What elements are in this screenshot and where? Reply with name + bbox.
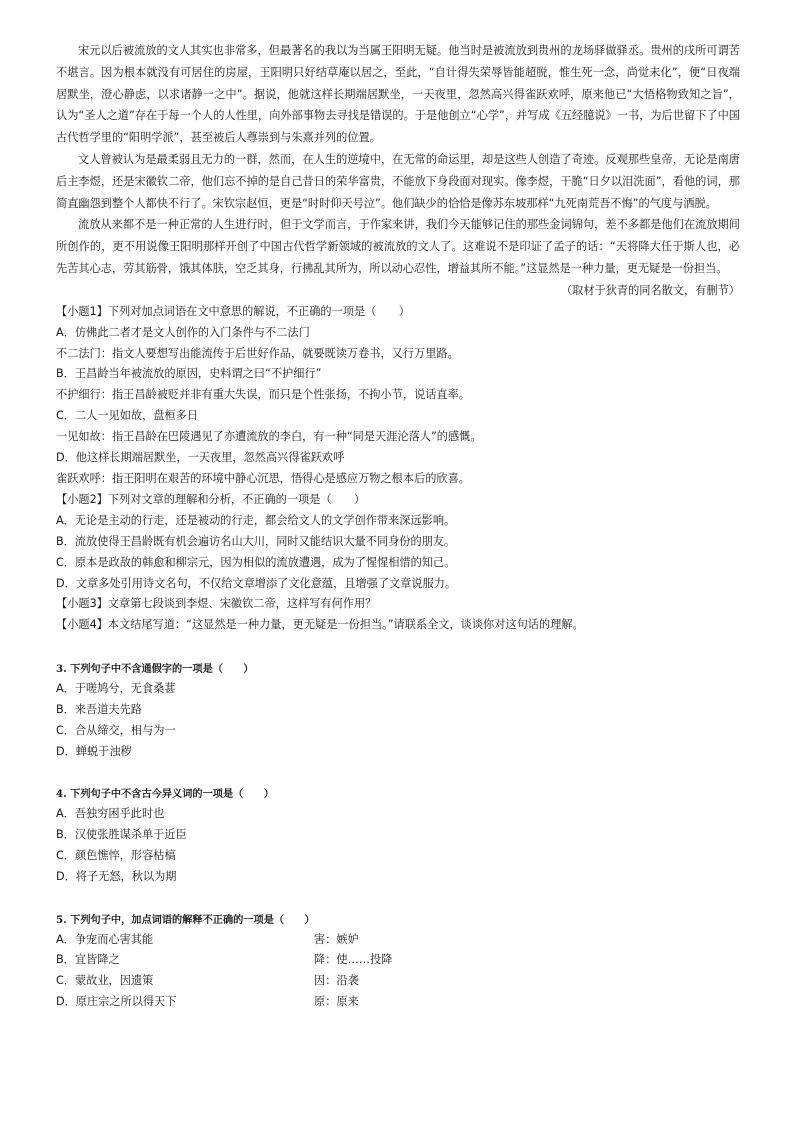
section-3-head: 3. 下列句子中不含通假字的一项是（ ） <box>56 663 254 676</box>
section-4-option-c: C．颜色憔悴，形容枯槁 <box>56 849 176 863</box>
question-2-head: 【小题2】下列对文章的理解和分析，不正确的一项是（ ） <box>56 492 366 506</box>
section-3-option-c: C．合从缔交，相与为一 <box>56 723 176 737</box>
question-1-option-d: D．他这样长期端居默坐，一天夜里，忽然高兴得雀跃欢呼 <box>56 451 345 465</box>
section-3-option-d: D．蝉蜕于浊秽 <box>56 744 132 758</box>
section-5-option-c: C．蒙故业，因遗策 <box>56 974 154 988</box>
spacer <box>56 762 740 784</box>
section-4-option-d: D．将子无怒，秋以为期 <box>56 869 177 883</box>
question-1-head: 【小题1】下列对加点词语在文中意思的解说，不正确的一项是（ ） <box>56 304 410 318</box>
section-5-option-c-note: 因：沿袭 <box>314 974 359 988</box>
question-1-option-a-explanation: 不二法门：指文人要想写出能流传于后世好作品，就要既读万卷书，又行万里路。 <box>56 346 459 360</box>
passage-paragraph-1: 宋元以后被流放的文人其实也非常多，但最著名的我以为当属王阳明无疑。他当时是被流放到贵州的龙场驿做驿丞。贵州的戌所可谓苦不堪言。因为根本就没有可居住的房屋，王阳明只好结草庵以居之，至此，“自计得失荣辱皆能超脱，惟生死一念，尚觉未化”，便“日夜端居默坐，澄心静虑，以求诸静一之中”。据说，他就这样长期端居默坐，一天夜里，忽然高兴得雀跃欢呼，原来他已“大悟格物致知之旨”，认为“圣人之道”存在于每一个人的人性里，向外部事物去寻找是错误的。于是他创立“心学”，并写成《五经臆说》一书，为后世留下了中国古代哲学里的“阳明学派”，甚至被后人尊崇到与朱熹并列的位置。 <box>56 44 740 145</box>
section-3-option-a: A．于嗟鸠兮，无食桑葚 <box>56 682 176 696</box>
passage-paragraph-3: 流放从来都不是一种正常的人生进行时，但于文学而言，于作家来讲，我们今天能够记住的那些金词锦句，差不多都是他们在流放期间所创作的，更不用说像王阳明那样开创了中国古代哲学新领域的被流放的文人了。这难说不是印证了孟子的话：“天将降大任于斯人也，必先苦其心志，劳其筋骨，饿其体肤，空乏其身，行拂乱其所为，所以动心忍性，增益其所不能。”这显然是一种力量，更无疑是一份担当。 <box>56 218 740 275</box>
section-4-option-b: B．汉使张胜谋杀单于近臣 <box>56 828 187 842</box>
question-4-head: 【小题4】本文结尾写道：“这显然是一种力量，更无疑是一份担当。”请联系全文，谈谈你对这句话的理解。 <box>56 618 584 632</box>
question-2-option-b: B．流放使得王昌龄既有机会遍访名山大川，同时又能结识大量不同身份的朋友。 <box>56 534 456 548</box>
section-5-option-a-note: 害：嫉妒 <box>314 932 359 946</box>
question-2-option-c: C．原本是政敌的韩愈和柳宗元，因为相似的流放遭遇，成为了惺惺相惜的知己。 <box>56 555 456 569</box>
section-4-option-a: A．吾独穷困乎此时也 <box>56 807 165 821</box>
section-5-option-d-note: 原：原来 <box>314 995 359 1009</box>
exam-page <box>56 40 740 1013</box>
question-1-option-b: B．王昌龄当年被流放的原因，史料谓之曰“不护细行” <box>56 367 322 381</box>
question-1-option-c-explanation: 一见如故：指王昌龄在巴陵遇见了亦遭流放的李白，有一种“同是天涯沦落人”的感慨。 <box>56 430 482 444</box>
section-5-option-d: D．原庄宗之所以得天下 <box>56 995 177 1009</box>
question-1-option-b-explanation: 不护细行：指王昌龄被贬并非有重大失误，而只是个性张扬，不拘小节，说话直率。 <box>56 388 470 402</box>
section-5-option-a: A．争宠而心害其能 <box>56 932 154 946</box>
section-5-row-d <box>56 992 740 1013</box>
question-3-head: 【小题3】文章第七段谈到李煜、宋徽钦二帝，这样写有何作用？ <box>56 597 377 611</box>
section-5-row-a <box>56 930 740 951</box>
question-2-option-a: A．无论是主动的行走，还是被动的行走，都会给文人的文学创作带来深远影响。 <box>56 513 456 527</box>
section-4-head: 4. 下列句子中不含古今异义词的一项是（ ） <box>56 788 274 801</box>
spacer <box>56 636 740 659</box>
section-5-head: 5. 下列句子中，加点词语的解释不正确的一项是（ ） <box>56 913 315 926</box>
question-1-option-d-explanation: 雀跃欢呼：指王阳明在艰苦的环境中静心沉思，悟得心是感应万物之根本后的欣喜。 <box>56 472 470 486</box>
question-1-option-c: C．二人一见如故，盘桓多日 <box>56 409 199 423</box>
section-5-option-b-note: 降：使……投降 <box>314 953 393 967</box>
passage-source: （取材于狄青的同名散文，有删节） <box>560 283 740 297</box>
spacer <box>56 888 740 910</box>
section-5-option-b: B．宜皆降之 <box>56 953 120 967</box>
passage-paragraph-2: 文人曾被认为是最柔弱且无力的一群，然而，在人生的逆境中，在无常的命运里，却是这些人创造了奇迹。反观那些皇帝，无论是南唐后主李煜，还是宋徽钦二帝，他们忘不掉的是自己昔日的荣华富贵，不能放下身段面对现实。像李煜，干脆“日夕以泪洗面”，看他的词，那简直幽怨到整个人都快不行了。宋钦宗赵恒，更是“时时仰天号泣”。他们缺少的恰恰是像苏东坡那样“九死南荒吾不悔”的气度与洒脱。 <box>56 152 740 210</box>
section-3-option-b: B．来吾道夫先路 <box>56 703 142 717</box>
question-1-option-a: A．仿佛此二者才是文人创作的入门条件与不二法门 <box>56 325 310 339</box>
section-5-row-c <box>56 971 740 992</box>
section-5-row-b <box>56 950 740 971</box>
question-2-option-d: D．文章多处引用诗文名句，不仅给文章增添了文化意蕴，且增强了文章说服力。 <box>56 576 457 590</box>
